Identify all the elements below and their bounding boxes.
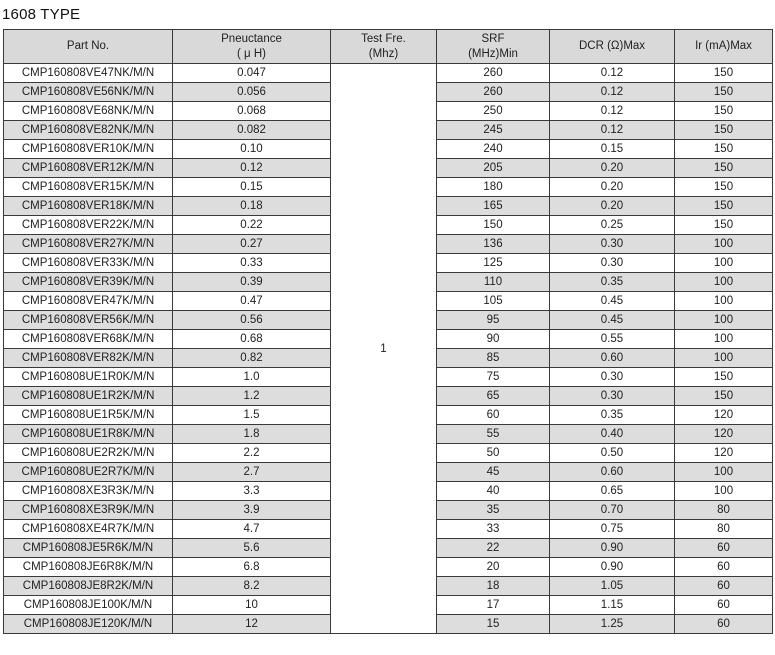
ir-cell: 100: [675, 349, 773, 368]
inductance-cell: 0.56: [173, 311, 331, 330]
table-body: [4, 64, 773, 634]
part-number-cell: CMP160808UE2R2K/M/N: [4, 444, 173, 463]
inductance-cell: 2.7: [173, 463, 331, 482]
dcr-cell: 0.35: [550, 406, 675, 425]
srf-cell: 18: [437, 577, 550, 596]
srf-cell: 22: [437, 539, 550, 558]
srf-cell: 45: [437, 463, 550, 482]
inductance-cell: 12: [173, 615, 331, 634]
inductance-cell: 8.2: [173, 577, 331, 596]
part-number-cell: CMP160808UE1R2K/M/N: [4, 387, 173, 406]
inductance-cell: 10: [173, 596, 331, 615]
ir-cell: 80: [675, 501, 773, 520]
ir-cell: 60: [675, 558, 773, 577]
dcr-cell: 0.75: [550, 520, 675, 539]
dcr-cell: 0.12: [550, 102, 675, 121]
inductance-cell: 0.047: [173, 64, 331, 83]
inductance-cell: 1.0: [173, 368, 331, 387]
inductance-cell: 0.12: [173, 159, 331, 178]
ir-cell: 150: [675, 368, 773, 387]
dcr-cell: 0.30: [550, 387, 675, 406]
part-number-cell: CMP160808VER39K/M/N: [4, 273, 173, 292]
header-test-frequency-unit: (Mhz): [368, 47, 399, 60]
inductance-cell: 3.3: [173, 482, 331, 501]
dcr-cell: 0.20: [550, 197, 675, 216]
srf-cell: 180: [437, 178, 550, 197]
table-header: [4, 30, 773, 64]
part-number-cell: CMP160808UE1R5K/M/N: [4, 406, 173, 425]
part-number-cell: CMP160808VE68NK/M/N: [4, 102, 173, 121]
dcr-cell: 0.12: [550, 64, 675, 83]
srf-cell: 85: [437, 349, 550, 368]
ir-cell: 60: [675, 577, 773, 596]
header-part-no: Part No.: [4, 30, 173, 64]
srf-cell: 95: [437, 311, 550, 330]
part-number-cell: CMP160808JE120K/M/N: [4, 615, 173, 634]
ir-cell: 150: [675, 140, 773, 159]
ir-cell: 100: [675, 292, 773, 311]
part-number-cell: CMP160808VER15K/M/N: [4, 178, 173, 197]
srf-cell: 260: [437, 83, 550, 102]
part-number-cell: CMP160808VE47NK/M/N: [4, 64, 173, 83]
part-number-cell: CMP160808VER47K/M/N: [4, 292, 173, 311]
dcr-cell: 0.90: [550, 558, 675, 577]
inductance-cell: 3.9: [173, 501, 331, 520]
ir-cell: 150: [675, 83, 773, 102]
srf-cell: 75: [437, 368, 550, 387]
srf-cell: 165: [437, 197, 550, 216]
srf-cell: 17: [437, 596, 550, 615]
ir-cell: 150: [675, 197, 773, 216]
inductance-cell: 0.15: [173, 178, 331, 197]
srf-cell: 250: [437, 102, 550, 121]
ir-cell: 100: [675, 311, 773, 330]
dcr-cell: 0.30: [550, 235, 675, 254]
ir-cell: 150: [675, 121, 773, 140]
dcr-cell: 0.35: [550, 273, 675, 292]
dcr-cell: 0.70: [550, 501, 675, 520]
dcr-cell: 0.65: [550, 482, 675, 501]
ir-cell: 150: [675, 64, 773, 83]
dcr-cell: 0.12: [550, 83, 675, 102]
srf-cell: 110: [437, 273, 550, 292]
header-dcr: DCR (Ω)Max: [550, 30, 675, 64]
ir-cell: 150: [675, 387, 773, 406]
dcr-cell: 0.20: [550, 178, 675, 197]
inductance-cell: 1.2: [173, 387, 331, 406]
ir-cell: 120: [675, 406, 773, 425]
page-title: 1608 TYPE: [2, 6, 81, 23]
ir-cell: 100: [675, 254, 773, 273]
inductance-cell: 0.082: [173, 121, 331, 140]
dcr-cell: 1.15: [550, 596, 675, 615]
dcr-cell: 1.25: [550, 615, 675, 634]
test-frequency-cell: 1: [331, 64, 437, 634]
part-number-cell: CMP160808UE1R0K/M/N: [4, 368, 173, 387]
part-number-cell: CMP160808VE56NK/M/N: [4, 83, 173, 102]
ir-cell: 100: [675, 273, 773, 292]
dcr-cell: 0.50: [550, 444, 675, 463]
ir-cell: 150: [675, 102, 773, 121]
part-number-cell: CMP160808VER22K/M/N: [4, 216, 173, 235]
srf-cell: 260: [437, 64, 550, 83]
dcr-cell: 0.30: [550, 368, 675, 387]
inductance-cell: 2.2: [173, 444, 331, 463]
srf-cell: 15: [437, 615, 550, 634]
inductance-cell: 1.8: [173, 425, 331, 444]
part-number-cell: CMP160808UE2R7K/M/N: [4, 463, 173, 482]
part-number-cell: CMP160808XE4R7K/M/N: [4, 520, 173, 539]
part-number-cell: CMP160808VER27K/M/N: [4, 235, 173, 254]
part-number-cell: CMP160808VER82K/M/N: [4, 349, 173, 368]
dcr-cell: 0.45: [550, 311, 675, 330]
inductance-cell: 5.6: [173, 539, 331, 558]
ir-cell: 100: [675, 330, 773, 349]
ir-cell: 60: [675, 615, 773, 634]
part-number-cell: CMP160808JE100K/M/N: [4, 596, 173, 615]
ir-cell: 150: [675, 159, 773, 178]
inductance-cell: 0.18: [173, 197, 331, 216]
part-number-cell: CMP160808VER10K/M/N: [4, 140, 173, 159]
part-number-cell: CMP160808UE1R8K/M/N: [4, 425, 173, 444]
inductance-cell: 0.056: [173, 83, 331, 102]
part-number-cell: CMP160808JE5R6K/M/N: [4, 539, 173, 558]
part-number-cell: CMP160808JE6R8K/M/N: [4, 558, 173, 577]
header-srf: [437, 30, 550, 64]
inductance-cell: 6.8: [173, 558, 331, 577]
inductance-cell: 4.7: [173, 520, 331, 539]
ir-cell: 100: [675, 235, 773, 254]
srf-cell: 55: [437, 425, 550, 444]
srf-cell: 35: [437, 501, 550, 520]
inductance-cell: 0.10: [173, 140, 331, 159]
inductance-cell: 0.27: [173, 235, 331, 254]
inductance-cell: 0.068: [173, 102, 331, 121]
part-number-cell: CMP160808JE8R2K/M/N: [4, 577, 173, 596]
srf-cell: 136: [437, 235, 550, 254]
ir-cell: 120: [675, 425, 773, 444]
part-number-cell: CMP160808VER18K/M/N: [4, 197, 173, 216]
srf-cell: 105: [437, 292, 550, 311]
header-srf-unit: (MHz)Min: [468, 47, 518, 60]
srf-cell: 60: [437, 406, 550, 425]
dcr-cell: 0.90: [550, 539, 675, 558]
part-number-cell: CMP160808VER33K/M/N: [4, 254, 173, 273]
srf-cell: 33: [437, 520, 550, 539]
inductance-cell: 0.33: [173, 254, 331, 273]
inductance-cell: 0.47: [173, 292, 331, 311]
part-number-cell: CMP160808XE3R9K/M/N: [4, 501, 173, 520]
srf-cell: 205: [437, 159, 550, 178]
dcr-cell: 0.20: [550, 159, 675, 178]
header-inductance: [173, 30, 331, 64]
inductance-cell: 0.39: [173, 273, 331, 292]
ir-cell: 120: [675, 444, 773, 463]
ir-cell: 100: [675, 463, 773, 482]
ir-cell: 60: [675, 539, 773, 558]
dcr-cell: 0.60: [550, 463, 675, 482]
srf-cell: 245: [437, 121, 550, 140]
dcr-cell: 0.40: [550, 425, 675, 444]
srf-cell: 240: [437, 140, 550, 159]
inductance-cell: 0.68: [173, 330, 331, 349]
ir-cell: 60: [675, 596, 773, 615]
header-test-frequency: [331, 30, 437, 64]
ir-cell: 100: [675, 482, 773, 501]
inductance-cell: 0.82: [173, 349, 331, 368]
dcr-cell: 1.05: [550, 577, 675, 596]
dcr-cell: 0.55: [550, 330, 675, 349]
srf-cell: 65: [437, 387, 550, 406]
header-inductance-unit: ( μ H): [237, 47, 266, 60]
inductance-cell: 1.5: [173, 406, 331, 425]
ir-cell: 80: [675, 520, 773, 539]
header-test-frequency-label: Test Fre.: [361, 32, 406, 45]
header-srf-label: SRF: [481, 32, 505, 45]
table-row: [4, 64, 773, 83]
dcr-cell: 0.25: [550, 216, 675, 235]
srf-cell: 20: [437, 558, 550, 577]
dcr-cell: 0.15: [550, 140, 675, 159]
part-number-cell: CMP160808VER56K/M/N: [4, 311, 173, 330]
part-number-cell: CMP160808VER68K/M/N: [4, 330, 173, 349]
dcr-cell: 0.30: [550, 254, 675, 273]
srf-cell: 125: [437, 254, 550, 273]
part-number-cell: CMP160808VE82NK/M/N: [4, 121, 173, 140]
ir-cell: 150: [675, 178, 773, 197]
inductance-cell: 0.22: [173, 216, 331, 235]
header-row: [4, 30, 773, 64]
part-number-cell: CMP160808VER12K/M/N: [4, 159, 173, 178]
part-number-cell: CMP160808XE3R3K/M/N: [4, 482, 173, 501]
srf-cell: 40: [437, 482, 550, 501]
srf-cell: 150: [437, 216, 550, 235]
dcr-cell: 0.60: [550, 349, 675, 368]
header-inductance-label: Pneuctance: [221, 32, 282, 45]
header-ir: Ir (mA)Max: [675, 30, 773, 64]
spec-table: [3, 29, 773, 634]
ir-cell: 150: [675, 216, 773, 235]
srf-cell: 50: [437, 444, 550, 463]
dcr-cell: 0.12: [550, 121, 675, 140]
dcr-cell: 0.45: [550, 292, 675, 311]
srf-cell: 90: [437, 330, 550, 349]
